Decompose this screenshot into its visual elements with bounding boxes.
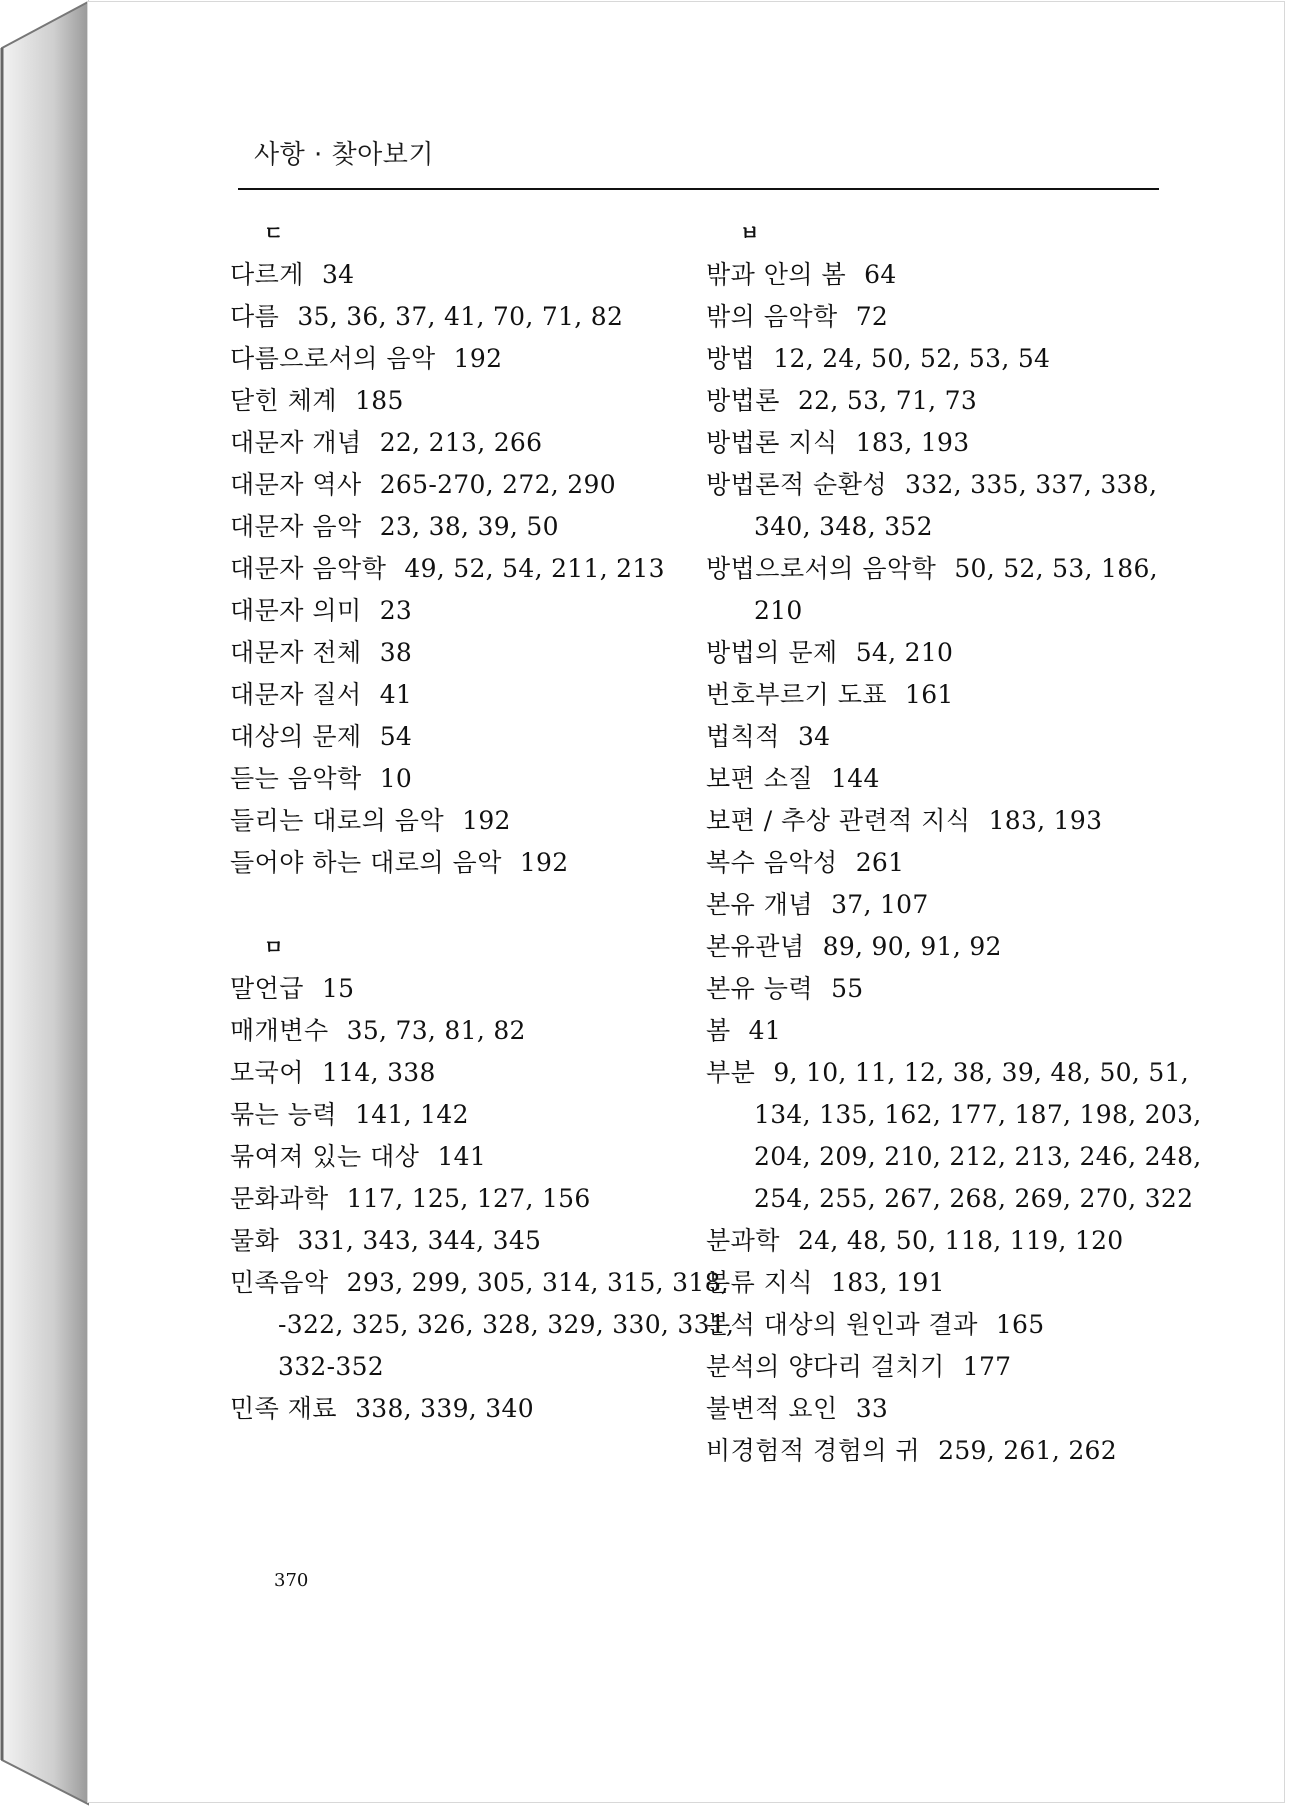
index-entry (230, 464, 720, 506)
entry-term: 밖의 음악학 (706, 302, 838, 331)
index-entry (230, 1178, 720, 1220)
entry-pages: 117, 125, 127, 156 (346, 1184, 591, 1213)
entry-pages-continuation: 340, 348, 352 (754, 512, 933, 541)
entry-pages: 165 (995, 1310, 1045, 1339)
entry-pages-continuation: 204, 209, 210, 212, 213, 246, 248, (754, 1142, 1202, 1171)
entry-pages-continuation: 134, 135, 162, 177, 187, 198, 203, (754, 1100, 1202, 1129)
index-entry (706, 464, 1266, 506)
index-entry (706, 632, 1266, 674)
index-entry (230, 800, 720, 842)
index-entry (706, 716, 1266, 758)
index-entry (230, 1262, 730, 1304)
index-entry (706, 926, 1266, 968)
entry-pages: 293, 299, 305, 314, 315, 318, (346, 1268, 730, 1297)
entry-term: 분석 대상의 원인과 결과 (706, 1310, 978, 1339)
section-letter: ㅂ (740, 221, 760, 245)
entry-pages: 54 (379, 722, 413, 751)
index-entry (230, 716, 720, 758)
entry-term: 방법의 문제 (706, 638, 838, 667)
index-entry (230, 548, 720, 590)
entry-term: 방법 (706, 344, 756, 373)
entry-term: 부분 (706, 1058, 756, 1087)
index-entry (230, 632, 720, 674)
entry-pages: 141, 142 (355, 1100, 469, 1129)
entry-pages: 185 (355, 386, 404, 415)
index-entry (230, 1094, 720, 1136)
entry-term: 방법으로서의 음악학 (706, 554, 937, 583)
index-entry (706, 1262, 1266, 1304)
entry-pages: 41 (379, 680, 413, 709)
index-entry (230, 1220, 720, 1262)
entry-term: 복수 음악성 (706, 848, 838, 877)
entry-pages: 265-270, 272, 290 (379, 470, 616, 499)
entry-pages: 35, 73, 81, 82 (346, 1016, 526, 1045)
index-page (88, 2, 1284, 1802)
entry-term: 닫힌 체계 (230, 386, 338, 415)
entry-term: 물화 (230, 1226, 280, 1255)
index-entry (230, 674, 720, 716)
section-letter: ㄷ (264, 221, 284, 245)
index-entry (706, 968, 1266, 1010)
index-entry (230, 1136, 720, 1178)
index-entry (706, 1010, 1266, 1052)
entry-pages: 9, 10, 11, 12, 38, 39, 48, 50, 51, (773, 1058, 1190, 1087)
entry-term: 대문자 의미 (230, 596, 362, 625)
index-entry (230, 1010, 720, 1052)
right-column (706, 212, 1266, 1472)
entry-pages-continuation: -322, 325, 326, 328, 329, 330, 331, (278, 1310, 735, 1339)
entry-term: 들리는 대로의 음악 (230, 806, 445, 835)
index-entry (706, 1220, 1266, 1262)
index-entry (706, 296, 1266, 338)
entry-term: 매개변수 (230, 1016, 329, 1045)
running-title: 사항 · 찾아보기 (254, 140, 434, 170)
entry-pages: 89, 90, 91, 92 (822, 932, 1002, 961)
entry-term: 분류 지식 (706, 1268, 814, 1297)
index-entry (706, 800, 1266, 842)
section-letter: ㅁ (264, 935, 284, 959)
index-entry (230, 296, 720, 338)
entry-term: 대문자 음악학 (230, 554, 387, 583)
page-number: 370 (274, 1570, 309, 1591)
entry-term: 본유관념 (706, 932, 805, 961)
entry-pages: 23 (379, 596, 413, 625)
entry-pages: 183, 193 (988, 806, 1103, 835)
entry-pages: 23, 38, 39, 50 (379, 512, 559, 541)
entry-pages: 259, 261, 262 (938, 1436, 1117, 1465)
entry-pages: 35, 36, 37, 41, 70, 71, 82 (297, 302, 624, 331)
entry-pages: 49, 52, 54, 211, 213 (404, 554, 665, 583)
index-entry (706, 422, 1266, 464)
entry-term: 대문자 역사 (230, 470, 362, 499)
entry-term: 듣는 음악학 (230, 764, 362, 793)
entry-term: 대문자 질서 (230, 680, 362, 709)
header-rule (238, 188, 1159, 190)
entry-pages-continuation: 254, 255, 267, 268, 269, 270, 322 (754, 1184, 1194, 1213)
entry-term: 민족음악 (230, 1268, 329, 1297)
entry-term: 본유 개념 (706, 890, 814, 919)
entry-pages: 161 (905, 680, 954, 709)
entry-pages: 38 (379, 638, 413, 667)
entry-term: 밖과 안의 봄 (706, 260, 847, 289)
entry-pages: 12, 24, 50, 52, 53, 54 (773, 344, 1051, 373)
index-entry (706, 1052, 1266, 1094)
entry-pages: 24, 48, 50, 118, 119, 120 (797, 1226, 1124, 1255)
entry-term: 대문자 개념 (230, 428, 362, 457)
entry-term: 모국어 (230, 1058, 304, 1087)
index-entry (706, 380, 1266, 422)
entry-pages: 192 (519, 848, 569, 877)
entry-term: 말언급 (230, 974, 304, 1003)
index-entry (230, 842, 720, 884)
entry-pages: 332, 335, 337, 338, (905, 470, 1158, 499)
section-gap (230, 884, 720, 926)
entry-term: 다르게 (230, 260, 304, 289)
entry-term: 다름으로서의 음악 (230, 344, 436, 373)
entry-pages: 183, 193 (855, 428, 970, 457)
entry-pages: 114, 338 (321, 1058, 436, 1087)
index-entry (706, 254, 1266, 296)
index-entry (230, 968, 720, 1010)
index-entry (230, 422, 720, 464)
index-entry (230, 254, 720, 296)
index-entry (230, 380, 720, 422)
index-entry (706, 674, 1266, 716)
index-entry (706, 338, 1266, 380)
entry-term: 법칙적 (706, 722, 780, 751)
index-entry (706, 884, 1266, 926)
entry-pages: 41 (748, 1016, 782, 1045)
entry-term: 묶여져 있는 대상 (230, 1142, 420, 1171)
entry-term: 분과학 (706, 1226, 780, 1255)
entry-pages: 22, 53, 71, 73 (797, 386, 978, 415)
entry-pages: 72 (855, 302, 889, 331)
entry-term: 민족 재료 (230, 1394, 338, 1423)
index-entry (706, 548, 1266, 590)
entry-pages: 22, 213, 266 (379, 428, 543, 457)
entry-pages: 34 (321, 260, 355, 289)
entry-term: 비경험적 경험의 귀 (706, 1436, 921, 1465)
index-entry (230, 590, 720, 632)
entry-pages: 261 (855, 848, 905, 877)
entry-term: 보편 / 추상 관련적 지식 (706, 806, 971, 835)
entry-term: 본유 능력 (706, 974, 814, 1003)
entry-pages: 15 (321, 974, 355, 1003)
entry-term: 불변적 요인 (706, 1394, 838, 1423)
entry-pages: 54, 210 (855, 638, 954, 667)
entry-term: 방법론적 순환성 (706, 470, 887, 499)
entry-term: 방법론 지식 (706, 428, 838, 457)
entry-term: 대문자 전체 (230, 638, 362, 667)
entry-term: 묶는 능력 (230, 1100, 338, 1129)
index-entry (230, 758, 720, 800)
entry-pages: 192 (453, 344, 503, 373)
entry-term: 문화과학 (230, 1184, 329, 1213)
index-entry (230, 506, 720, 548)
entry-pages: 177 (962, 1352, 1012, 1381)
index-entry (706, 758, 1266, 800)
index-entry (706, 1304, 1266, 1346)
entry-term: 대문자 음악 (230, 512, 362, 541)
entry-term: 방법론 (706, 386, 780, 415)
entry-pages: 34 (797, 722, 831, 751)
entry-term: 대상의 문제 (230, 722, 362, 751)
index-entry (706, 1346, 1266, 1388)
index-entry (230, 338, 720, 380)
entry-term: 봄 (706, 1016, 731, 1045)
entry-pages: 37, 107 (831, 890, 929, 919)
index-entry (706, 842, 1266, 884)
entry-pages: 50, 52, 53, 186, (954, 554, 1158, 583)
entry-term: 다름 (230, 302, 280, 331)
index-entry (230, 1388, 720, 1430)
entry-pages: 141 (437, 1142, 487, 1171)
entry-term: 분석의 양다리 걸치기 (706, 1352, 945, 1381)
entry-pages: 64 (864, 260, 897, 289)
entry-term: 번호부르기 도표 (706, 680, 887, 709)
entry-pages: 192 (462, 806, 511, 835)
index-entry (706, 1388, 1266, 1430)
index-entry (230, 1052, 720, 1094)
index-entry (706, 1430, 1266, 1472)
entry-pages-continuation: 210 (754, 596, 803, 625)
entry-pages: 338, 339, 340 (355, 1394, 534, 1423)
entry-term: 보편 소질 (706, 764, 814, 793)
entry-pages: 10 (379, 764, 413, 793)
entry-pages: 144 (831, 764, 880, 793)
entry-pages: 33 (855, 1394, 889, 1423)
entry-pages: 331, 343, 344, 345 (297, 1226, 542, 1255)
entry-pages: 183, 191 (831, 1268, 945, 1297)
entry-term: 들어야 하는 대로의 음악 (230, 848, 502, 877)
entry-pages: 55 (831, 974, 864, 1003)
entry-pages-continuation: 332-352 (278, 1352, 384, 1381)
